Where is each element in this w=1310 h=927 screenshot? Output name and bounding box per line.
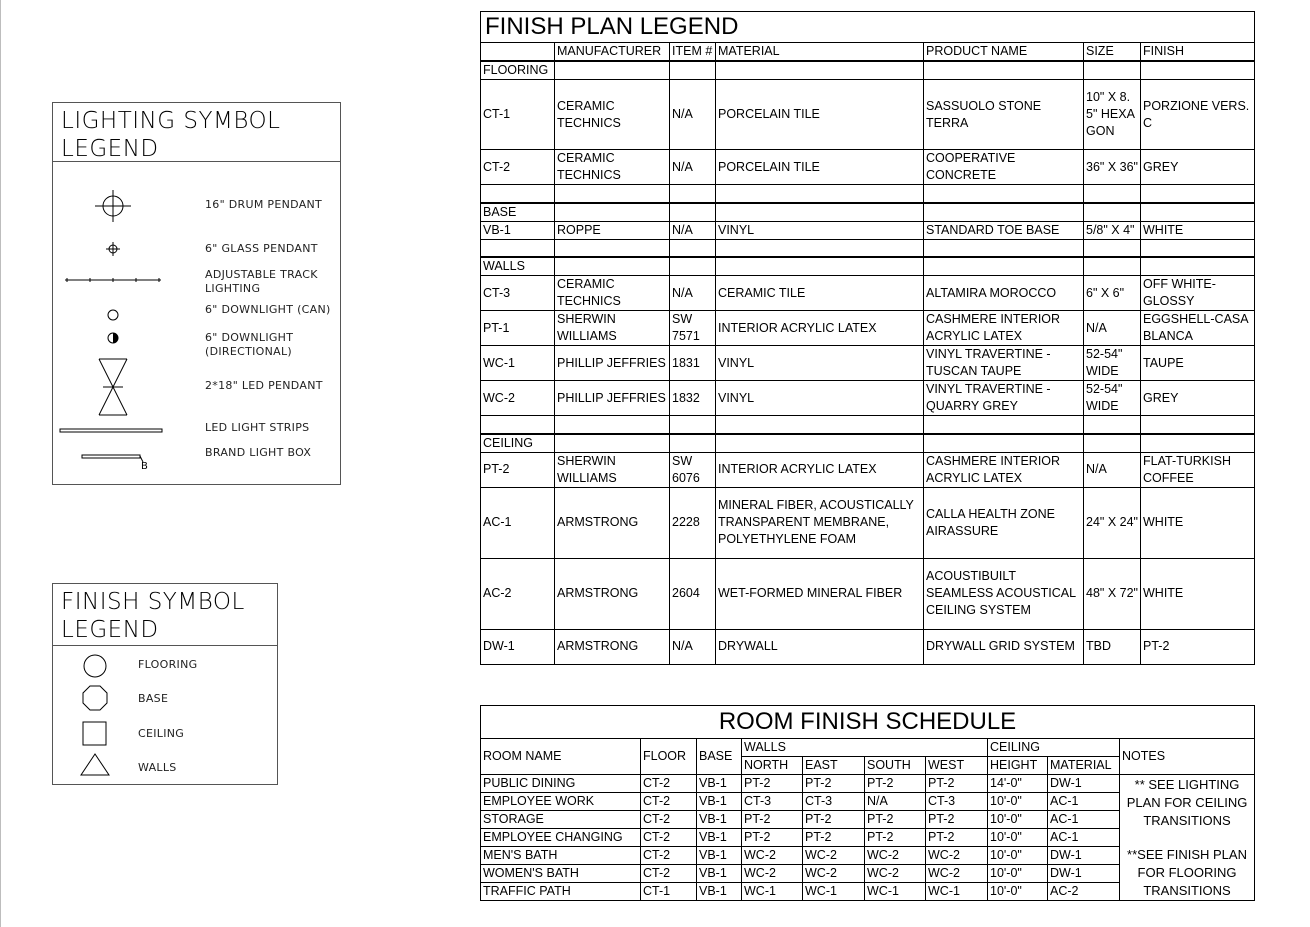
cell: GREY: [1141, 150, 1255, 185]
column-header: WEST: [926, 757, 988, 775]
downlight-can-icon: [105, 307, 121, 323]
led-pendant-icon: [97, 357, 129, 417]
room-finish-schedule-table: [480, 705, 1255, 901]
column-header: SOUTH: [865, 757, 926, 775]
lighting-label: [205, 268, 318, 296]
cell: PT-2: [742, 811, 803, 829]
cell: 10'-0": [988, 883, 1048, 901]
cell: CERAMIC TECHNICS: [555, 276, 670, 311]
section-label: WALLS: [481, 257, 555, 276]
cell: INTERIOR ACRYLIC LATEX: [716, 452, 924, 487]
column-header: EAST: [803, 757, 865, 775]
cell: CERAMIC TECHNICS: [555, 80, 670, 150]
title-line: LEGEND: [61, 617, 159, 643]
notes-cell: [1120, 775, 1255, 901]
cell: PT-2: [865, 829, 926, 847]
section-header-row: [481, 203, 1255, 222]
cell: AC-1: [1048, 811, 1120, 829]
cell: ARMSTRONG: [555, 487, 670, 558]
cell: WC-1: [803, 883, 865, 901]
cell: VINYL: [716, 346, 924, 381]
cell: CT-2: [641, 811, 697, 829]
cell: N/A: [865, 793, 926, 811]
spacer-row: [481, 185, 1255, 203]
label-line: 6" DOWNLIGHT: [205, 331, 294, 344]
cell: WOMEN'S BATH: [481, 865, 641, 883]
cell: ALTAMIRA MOROCCO: [924, 276, 1084, 311]
finish-plan-legend-table: [480, 11, 1255, 665]
cell: AC-2: [1048, 883, 1120, 901]
column-header: SIZE: [1084, 43, 1141, 62]
label-line: ADJUSTABLE TRACK: [205, 268, 318, 281]
section-header-row: [481, 61, 1255, 80]
table-row: [481, 558, 1255, 629]
cell: VINYL: [716, 221, 924, 239]
column-header: MATERIAL: [1048, 757, 1120, 775]
cell: N/A: [670, 629, 716, 664]
table-row: [481, 346, 1255, 381]
cell: CERAMIC TECHNICS: [555, 150, 670, 185]
finish-plan-legend-title: FINISH PLAN LEGEND: [481, 12, 1255, 43]
cell: DRYWALL: [716, 629, 924, 664]
cell: ARMSTRONG: [555, 629, 670, 664]
cell: 48" X 72": [1084, 558, 1141, 629]
cell: VB-1: [481, 221, 555, 239]
circle-icon: [81, 652, 109, 680]
cell: WHITE: [1141, 558, 1255, 629]
cell: 6" X 6": [1084, 276, 1141, 311]
cell: WC-2: [742, 847, 803, 865]
cell: WHITE: [1141, 221, 1255, 239]
square-icon: [81, 720, 109, 748]
cell: 5/8" X 4": [1084, 221, 1141, 239]
table-row: [481, 381, 1255, 416]
cell: CALLA HEALTH ZONE AIRASSURE: [924, 487, 1084, 558]
cell: EGGSHELL-CASA BLANCA: [1141, 311, 1255, 346]
column-header: FLOOR: [641, 739, 697, 775]
cell: CT-3: [742, 793, 803, 811]
finish-symbol-legend-title: [53, 584, 277, 646]
lighting-label: BRAND LIGHT BOX: [205, 446, 312, 459]
label-line: LIGHTING: [205, 282, 261, 295]
cell: PT-2: [803, 811, 865, 829]
cell: CT-1: [481, 80, 555, 150]
glass-pendant-icon: [103, 241, 123, 257]
cell: PT-2: [926, 775, 988, 793]
lighting-label: LED LIGHT STRIPS: [205, 421, 310, 434]
cell: 10'-0": [988, 811, 1048, 829]
cell: WC-2: [742, 865, 803, 883]
table-row: [481, 452, 1255, 487]
table-row: [481, 80, 1255, 150]
cell: 52-54" WIDE: [1084, 381, 1141, 416]
octagon-icon: [81, 684, 109, 712]
section-label: FLOORING: [481, 61, 555, 80]
column-header: HEIGHT: [988, 757, 1048, 775]
column-header: NOTES: [1120, 739, 1255, 775]
table-row: [481, 775, 1255, 793]
cell: PHILLIP JEFFRIES: [555, 346, 670, 381]
cell: VB-1: [697, 829, 742, 847]
triangle-icon: [79, 752, 111, 778]
cell: AC-1: [481, 487, 555, 558]
track-lighting-icon: [63, 275, 163, 285]
cell: 36" X 36": [1084, 150, 1141, 185]
cell: PUBLIC DINING: [481, 775, 641, 793]
lighting-symbol-legend: [52, 102, 341, 485]
title-line: FINISH SYMBOL: [61, 589, 245, 615]
column-header: MANUFACTURER: [555, 43, 670, 62]
finish-symbol-label: WALLS: [138, 761, 177, 774]
title-line: LEGEND: [61, 136, 159, 162]
cell: SW 6076: [670, 452, 716, 487]
table-header-row: [481, 43, 1255, 62]
cell: WHITE: [1141, 487, 1255, 558]
cell: SHERWIN WILLIAMS: [555, 452, 670, 487]
cell: CERAMIC TILE: [716, 276, 924, 311]
brand-light-box-letter: B: [141, 461, 148, 471]
finish-symbol-label: BASE: [138, 692, 169, 705]
cell: TRAFFIC PATH: [481, 883, 641, 901]
cell: TAUPE: [1141, 346, 1255, 381]
cell: OFF WHITE-GLOSSY: [1141, 276, 1255, 311]
table-row: [481, 221, 1255, 239]
cell: COOPERATIVE CONCRETE: [924, 150, 1084, 185]
cell: WC-2: [803, 847, 865, 865]
cell: STORAGE: [481, 811, 641, 829]
table-row: [481, 276, 1255, 311]
cell: PT-2: [926, 811, 988, 829]
table-header-row: [481, 739, 1255, 757]
cell: WC-1: [926, 883, 988, 901]
cell: N/A: [1084, 452, 1141, 487]
cell: CT-2: [641, 865, 697, 883]
cell: PT-2: [742, 829, 803, 847]
cell: WC-2: [803, 865, 865, 883]
led-strip-icon: [59, 427, 163, 435]
lighting-legend-title: [53, 103, 340, 162]
column-header: FINISH: [1141, 43, 1255, 62]
cell: PT-2: [803, 829, 865, 847]
cell: PT-2: [926, 829, 988, 847]
lighting-label: 6" DOWNLIGHT (CAN): [205, 303, 331, 316]
note: ** SEE LIGHTING PLAN FOR CEILING TRANSITIONS: [1126, 776, 1248, 828]
cell: PT-2: [865, 775, 926, 793]
cell: PT-2: [865, 811, 926, 829]
cell: 10'-0": [988, 793, 1048, 811]
cell: 2604: [670, 558, 716, 629]
cell: N/A: [1084, 311, 1141, 346]
cell: N/A: [670, 150, 716, 185]
label-line: (DIRECTIONAL): [205, 345, 292, 358]
cell: EMPLOYEE WORK: [481, 793, 641, 811]
cell: CT-2: [641, 793, 697, 811]
cell: VB-1: [697, 883, 742, 901]
cell: VB-1: [697, 811, 742, 829]
spacer-row: [481, 239, 1255, 257]
cell: 10'-0": [988, 865, 1048, 883]
drum-pendant-icon: [93, 190, 133, 222]
cell: INTERIOR ACRYLIC LATEX: [716, 311, 924, 346]
cell: DRYWALL GRID SYSTEM: [924, 629, 1084, 664]
cell: SW 7571: [670, 311, 716, 346]
cell: CT-2: [641, 829, 697, 847]
cell: DW-1: [481, 629, 555, 664]
cell: 10'-0": [988, 829, 1048, 847]
cell: CT-3: [803, 793, 865, 811]
page-edge: [0, 0, 1, 927]
cell: AC-1: [1048, 793, 1120, 811]
lighting-label: 6" GLASS PENDANT: [205, 242, 318, 255]
section-label: CEILING: [481, 434, 555, 453]
cell: AC-2: [481, 558, 555, 629]
column-header: [481, 43, 555, 62]
cell: PORCELAIN TILE: [716, 150, 924, 185]
column-group-header: WALLS: [742, 739, 988, 757]
cell: WC-2: [865, 865, 926, 883]
cell: 10" X 8.5" HEXAGON: [1084, 80, 1141, 150]
cell: PHILLIP JEFFRIES: [555, 381, 670, 416]
cell: SASSUOLO STONE TERRA: [924, 80, 1084, 150]
cell: DW-1: [1048, 847, 1120, 865]
finish-symbol-label: CEILING: [138, 727, 185, 740]
cell: WC-2: [865, 847, 926, 865]
room-finish-schedule-title: ROOM FINISH SCHEDULE: [481, 706, 1255, 739]
column-header: ITEM #: [670, 43, 716, 62]
cell: CASHMERE INTERIOR ACRYLIC LATEX: [924, 452, 1084, 487]
cell: AC-1: [1048, 829, 1120, 847]
column-group-header: CEILING: [988, 739, 1120, 757]
section-header-row: [481, 257, 1255, 276]
cell: CASHMERE INTERIOR ACRYLIC LATEX: [924, 311, 1084, 346]
cell: WC-1: [865, 883, 926, 901]
cell: 14'-0": [988, 775, 1048, 793]
lighting-label: [205, 331, 293, 359]
finish-symbol-label: FLOORING: [138, 658, 198, 671]
cell: 10'-0": [988, 847, 1048, 865]
cell: PORZIONE VERS. C: [1141, 80, 1255, 150]
cell: STANDARD TOE BASE: [924, 221, 1084, 239]
cell: N/A: [670, 276, 716, 311]
column-header: NORTH: [742, 757, 803, 775]
cell: PT-2: [803, 775, 865, 793]
cell: N/A: [670, 80, 716, 150]
table-row: [481, 487, 1255, 558]
cell: CT-2: [641, 847, 697, 865]
cell: PT-2: [742, 775, 803, 793]
cell: 24" X 24": [1084, 487, 1141, 558]
cell: PT-1: [481, 311, 555, 346]
cell: WET-FORMED MINERAL FIBER: [716, 558, 924, 629]
cell: CT-2: [641, 775, 697, 793]
section-header-row: [481, 434, 1255, 453]
note: **SEE FINISH PLAN FOR FLOORING TRANSITIONS: [1127, 846, 1247, 898]
table-row: [481, 150, 1255, 185]
column-header: PRODUCT NAME: [924, 43, 1084, 62]
downlight-directional-icon: [105, 330, 121, 346]
cell: 1831: [670, 346, 716, 381]
lighting-label: 2*18" LED PENDANT: [205, 379, 323, 392]
cell: 52-54" WIDE: [1084, 346, 1141, 381]
cell: VINYL TRAVERTINE - QUARRY GREY: [924, 381, 1084, 416]
title-line: LIGHTING SYMBOL: [61, 108, 281, 134]
cell: 1832: [670, 381, 716, 416]
cell: SHERWIN WILLIAMS: [555, 311, 670, 346]
cell: VB-1: [697, 865, 742, 883]
cell: EMPLOYEE CHANGING: [481, 829, 641, 847]
table-row: [481, 311, 1255, 346]
finish-symbol-legend: [52, 583, 278, 785]
cell: VINYL: [716, 381, 924, 416]
cell: CT-2: [481, 150, 555, 185]
cell: MEN'S BATH: [481, 847, 641, 865]
cell: ARMSTRONG: [555, 558, 670, 629]
brand-light-box-icon: [81, 451, 153, 471]
column-header: BASE: [697, 739, 742, 775]
cell: PT-2: [481, 452, 555, 487]
table-row: [481, 629, 1255, 664]
cell: DW-1: [1048, 865, 1120, 883]
cell: ROPPE: [555, 221, 670, 239]
spacer-row: [481, 416, 1255, 434]
cell: VB-1: [697, 847, 742, 865]
cell: DW-1: [1048, 775, 1120, 793]
cell: GREY: [1141, 381, 1255, 416]
cell: WC-1: [742, 883, 803, 901]
cell: WC-2: [926, 865, 988, 883]
cell: PT-2: [1141, 629, 1255, 664]
cell: 2228: [670, 487, 716, 558]
cell: ACOUSTIBUILT SEAMLESS ACOUSTICAL CEILING SYSTEM: [924, 558, 1084, 629]
lighting-label: 16" DRUM PENDANT: [205, 198, 323, 211]
cell: WC-2: [481, 381, 555, 416]
column-header: ROOM NAME: [481, 739, 641, 775]
cell: N/A: [670, 221, 716, 239]
cell: VB-1: [697, 793, 742, 811]
column-header: MATERIAL: [716, 43, 924, 62]
cell: MINERAL FIBER, ACOUSTICALLY TRANSPARENT MEMBRANE, POLYETHYLENE FOAM: [716, 487, 924, 558]
cell: CT-3: [481, 276, 555, 311]
cell: VINYL TRAVERTINE - TUSCAN TAUPE: [924, 346, 1084, 381]
cell: VB-1: [697, 775, 742, 793]
cell: PORCELAIN TILE: [716, 80, 924, 150]
section-label: BASE: [481, 203, 555, 222]
cell: WC-2: [926, 847, 988, 865]
cell: WC-1: [481, 346, 555, 381]
cell: CT-1: [641, 883, 697, 901]
cell: CT-3: [926, 793, 988, 811]
cell: FLAT-TURKISH COFFEE: [1141, 452, 1255, 487]
cell: TBD: [1084, 629, 1141, 664]
